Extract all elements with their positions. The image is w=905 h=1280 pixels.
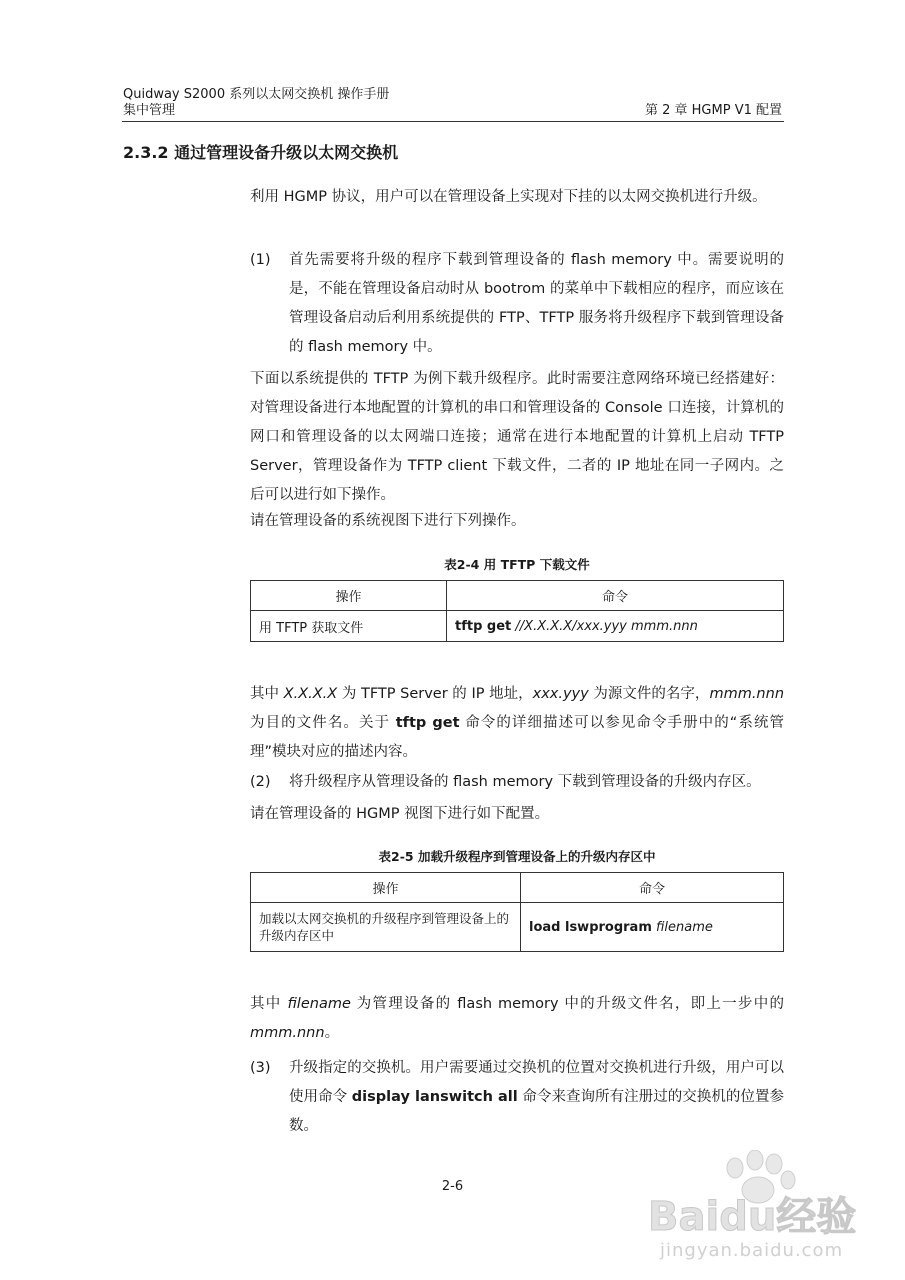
- table1-row-cmd: [447, 611, 784, 642]
- explain1-dst: mmm.nnn: [709, 686, 785, 702]
- table1-cmd-bold: tftp get: [455, 618, 512, 634]
- table2-cmd-args: filename: [656, 919, 713, 935]
- table1-col-cmd: 命令: [447, 581, 784, 611]
- page-number: 2-6: [441, 1179, 464, 1194]
- explain1-t3: 为源文件的名字，: [588, 686, 710, 702]
- table-header-row: [251, 581, 784, 611]
- explain1-t5: 命令的详细描述可以参见命令手册中的“系统管理”模块对应的描述内容。: [250, 715, 785, 760]
- step2-number: (2): [250, 774, 271, 790]
- step1-number: (1): [250, 252, 271, 268]
- explain1-t1: 其中: [250, 686, 284, 702]
- step3-cmd: display lanswitch all: [351, 1089, 518, 1105]
- explain1-paragraph: [250, 680, 784, 767]
- header-rule: [122, 121, 784, 122]
- table1-caption: 表2-4 用 TFTP 下载文件: [444, 557, 590, 572]
- table-row: [251, 903, 784, 952]
- table2-row-op: 加载以太网交换机的升级程序到管理设备上的升级内存区中: [251, 903, 521, 952]
- explain2-t1: 其中: [250, 996, 288, 1012]
- header-chapter-right: 第 2 章 HGMP V1 配置: [644, 103, 782, 118]
- table1: [250, 580, 784, 642]
- table2: [250, 872, 784, 952]
- table1-cmd-args: //X.X.X.X/xxx.yyy mmm.nnn: [515, 618, 698, 634]
- table2-col-op: 操作: [251, 873, 521, 903]
- explain2-paragraph: [250, 990, 784, 1048]
- watermark-url: jingyan.baidu.com: [660, 1240, 844, 1261]
- step3-t1: 升级指定的交换机。用户需要通过交换机的位置对交换机进行升级，用户可以使用命令: [289, 1060, 784, 1105]
- table2-cmd-bold: load lswprogram: [529, 919, 652, 935]
- explain1-ip: X.X.X.X: [283, 686, 338, 702]
- watermark-brand: Baidu经验: [648, 1194, 857, 1240]
- hgmp-view-paragraph: 请在管理设备的 HGMP 视图下进行如下配置。: [250, 806, 550, 822]
- table2-caption: 表2-5 加载升级程序到管理设备上的升级内存区中: [378, 849, 656, 864]
- table1-row-op: 用 TFTP 获取文件: [251, 611, 447, 642]
- explain2-t3: 。: [324, 1025, 340, 1041]
- table-header-row: [251, 873, 784, 903]
- header-title: Quidway S2000 系列以太网交换机 操作手册: [123, 87, 390, 102]
- step2-text: 将升级程序从管理设备的 flash memory 下载到管理设备的升级内存区。: [289, 774, 761, 790]
- tftp-paragraph: 下面以系统提供的 TFTP 为例下载升级程序。此时需要注意网络环境已经搭建好：对管理设备进行本地配置的计算机的串口和管理设备的 Console 口连接，计算机的网口和管理设备的以太网端口连接；通常在进行本地配置的计算机上启动 TFTP Server，管理设备作为 TFTP client 下载文件，二者的 IP 地址在同一子网内。之后可以进行如下操作。: [250, 371, 784, 503]
- step3-number: (3): [250, 1060, 271, 1076]
- intro-paragraph: 利用 HGMP 协议，用户可以在管理设备上实现对下挂的以太网交换机进行升级。: [250, 189, 767, 205]
- step3-t2: 命令来查询所有注册过的交换机的位置参数。: [289, 1089, 784, 1134]
- explain1-cmd: tftp get: [395, 715, 460, 731]
- table1-col-op: 操作: [251, 581, 447, 611]
- table-row: [251, 611, 784, 642]
- system-view-paragraph: 请在管理设备的系统视图下进行下列操作。: [250, 513, 526, 529]
- explain1-t4: 为目的文件名。关于: [250, 715, 396, 731]
- section-title: 2.3.2 通过管理设备升级以太网交换机: [123, 143, 399, 162]
- step3-text: [289, 1054, 784, 1141]
- explain2-mmm: mmm.nnn: [250, 1025, 325, 1041]
- explain2-filename: filename: [287, 996, 351, 1012]
- explain1-t2: 为 TFTP Server 的 IP 地址，: [337, 686, 533, 702]
- table2-col-cmd: 命令: [521, 873, 784, 903]
- header-chapter-left: 集中管理: [123, 103, 176, 118]
- table2-row-cmd: [521, 903, 784, 952]
- explain2-t2: 为管理设备的 flash memory 中的升级文件名，即上一步中的: [350, 996, 784, 1012]
- explain1-src: xxx.yyy: [532, 686, 589, 702]
- step1-text: 首先需要将升级的程序下载到管理设备的 flash memory 中。需要说明的是，不能在管理设备启动时从 bootrom 的菜单中下载相应的程序，而应该在管理设备启动后利用系统提供的 FTP、TFTP 服务将升级程序下载到管理设备的 flash memory 中。: [289, 252, 784, 355]
